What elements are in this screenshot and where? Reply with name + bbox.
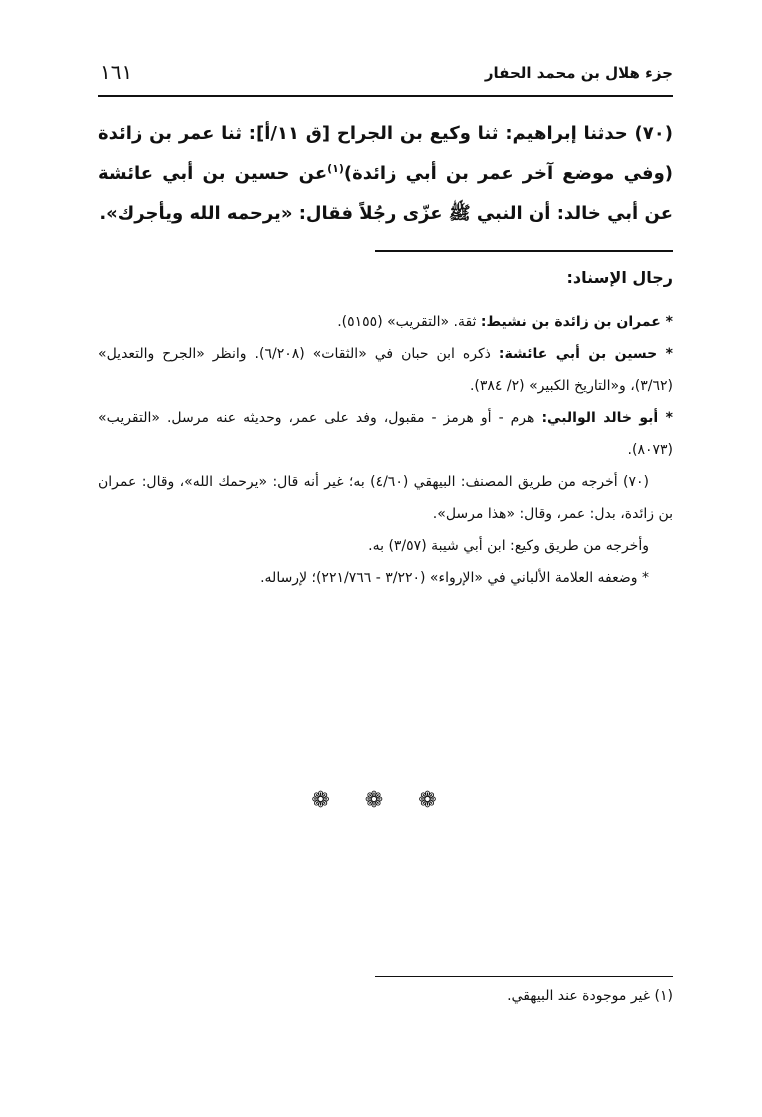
narrator-name: * أبو خالد الوالبي: bbox=[541, 410, 673, 426]
takhrij-paragraph: وأخرجه من طريق وكيع: ابن أبي شيبة (٣/٥٧) به. bbox=[368, 538, 649, 554]
hadith-rest: عن حسين بن أبي عائشة عن أبي خالد: أن النبي ﷺ عزّى رجُلاً فقال: «يرحمه الله ويأجرك». bbox=[98, 163, 673, 224]
footnote-reference: (١) bbox=[327, 162, 344, 175]
header-rule bbox=[98, 95, 673, 97]
footnote-rule bbox=[375, 976, 673, 977]
isnad-notes bbox=[98, 306, 673, 594]
narrator-name: * عمران بن زائدة بن نشيط: bbox=[480, 314, 673, 330]
section-separator bbox=[375, 250, 673, 252]
narrator-note: * حسين بن أبي عائشة: ذكره ابن حبان في «الثقات» (٦/٢٠٨). وانظر «الجرح والتعديل» (٣/٦٢)، و«التاريخ الكبير» (٢/ ٣٨٤). bbox=[98, 346, 673, 394]
page-number: ١٦١ bbox=[100, 60, 133, 84]
section-heading: رجال الإسناد: bbox=[566, 268, 673, 287]
book-title: جزء هلال بن محمد الحفار bbox=[484, 64, 673, 82]
footnote: (١) غير موجودة عند البيهقي. bbox=[507, 988, 673, 1004]
ornament-divider: ❁ ❁ ❁ bbox=[311, 788, 451, 813]
takhrij-paragraph: * وضعفه العلامة الألباني في «الإرواء» (٣/٢٢٠ - ٢٢١/٧٦٦)؛ لإرساله. bbox=[260, 570, 649, 586]
takhrij-paragraph: (٧٠) أخرجه من طريق المصنف: البيهقي (٤/٦٠) به؛ غير أنه قال: «يرحمك الله»، وقال: عمران بن زائدة، بدل: عمر، وقال: «هذا مرسل». bbox=[98, 474, 673, 522]
hadith-intro: (٧٠) حدثنا إبراهيم: ثنا وكيع بن الجراح [ق ١١/أ]: ثنا عمر بن زائدة (وفي موضع آخر عمر بن أبي زائدة) bbox=[98, 123, 673, 184]
narrator-name: * حسين بن أبي عائشة: bbox=[498, 346, 673, 362]
narrator-note: * عمران بن زائدة بن نشيط: ثقة. «التقريب» (٥١٥٥). bbox=[337, 314, 673, 330]
narrator-note: * أبو خالد الوالبي: هرم - أو هرمز - مقبول، وفد على عمر، وحديثه عنه مرسل. «التقريب» (٨٠٧٣). bbox=[98, 410, 673, 458]
hadith-text bbox=[98, 114, 673, 234]
page-header bbox=[98, 60, 673, 92]
